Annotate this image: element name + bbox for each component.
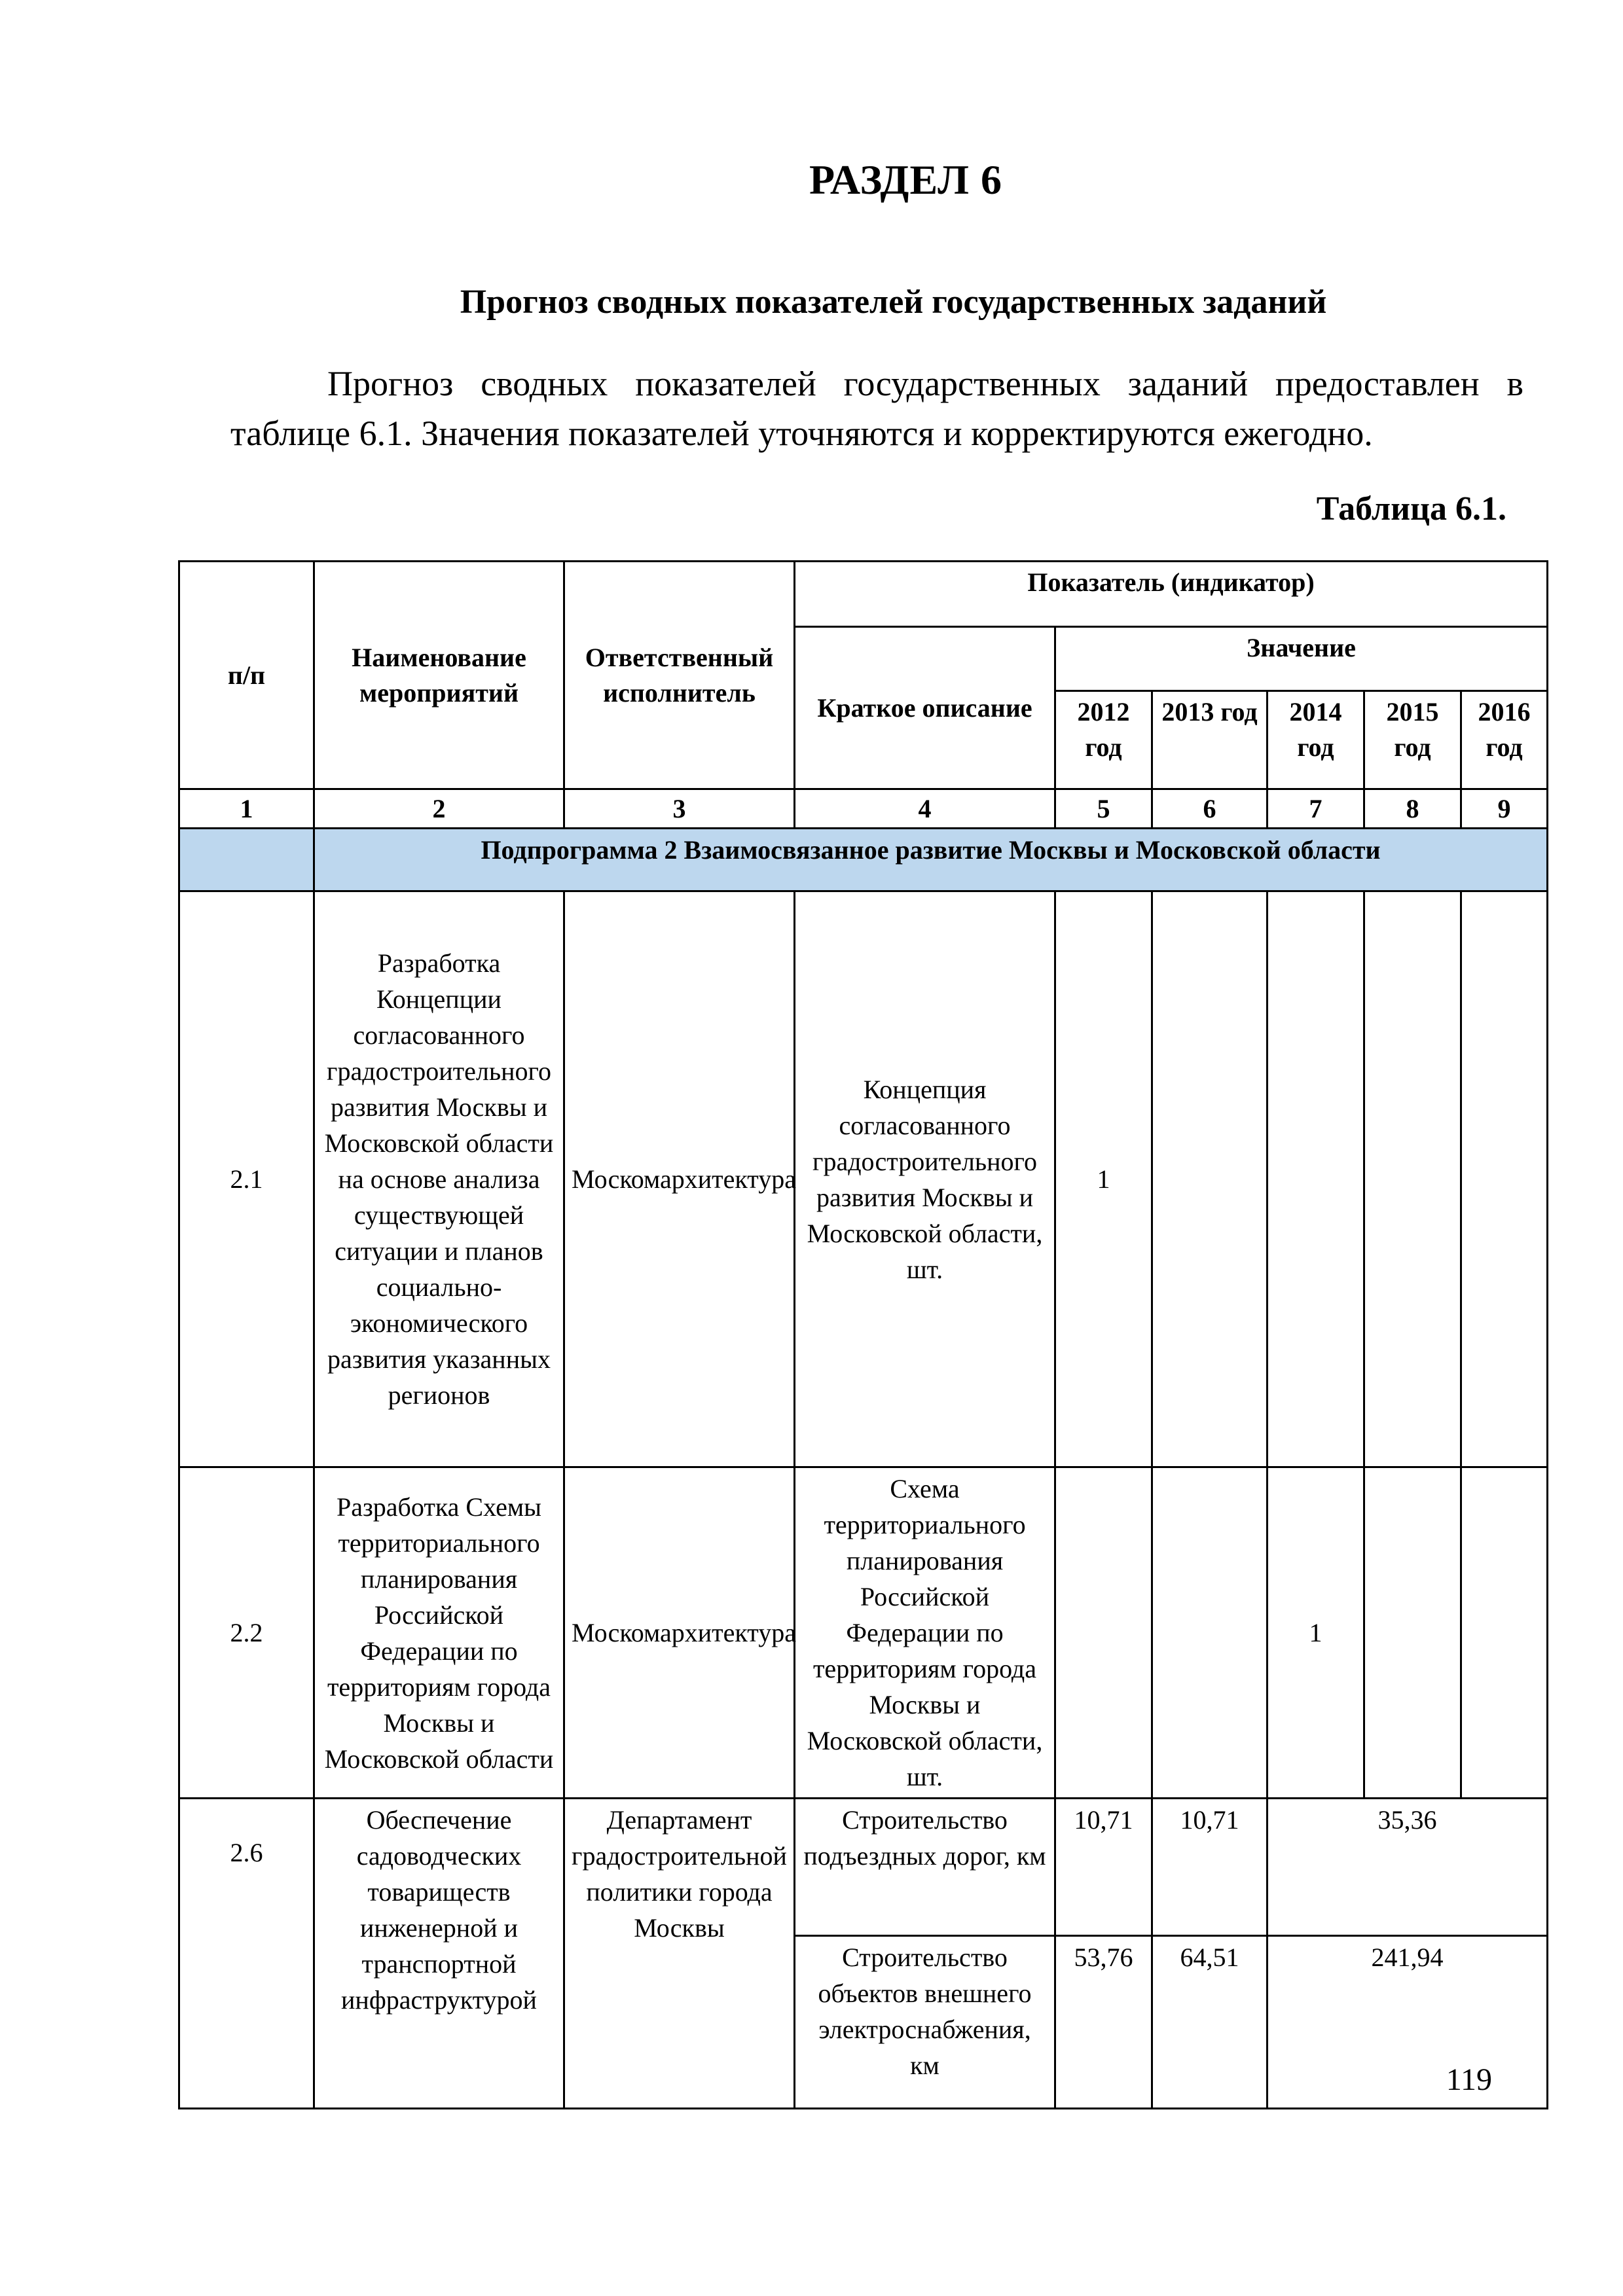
header-year-2016: 2016 год [1461, 691, 1548, 789]
row-value-2013 [1152, 1467, 1267, 1799]
row-value-2015 [1364, 891, 1461, 1467]
row-value-2013 [1152, 891, 1267, 1467]
row-value-2012: 1 [1055, 891, 1152, 1467]
row-value-2012: 53,76 [1055, 1936, 1152, 2109]
indicators-table [178, 560, 1548, 2109]
row-value-2014: 1 [1267, 1467, 1364, 1799]
row-value-2013: 64,51 [1152, 1936, 1267, 2109]
header-year-2013: 2013 год [1152, 691, 1267, 789]
subprogram-title: Подпрограмма 2 Взаимосвязанное развитие Москвы и Московской области [314, 829, 1548, 891]
row-description: Схема территориального планирования Российской Федерации по территориям города Москвы и Московской области, шт. [795, 1467, 1055, 1799]
row-value-2016 [1461, 891, 1548, 1467]
header-name: Наименование мероприятий [314, 562, 564, 789]
row-responsible: Москомархитектура [564, 891, 795, 1467]
row-responsible: Департамент градостроительной политики города Москвы [564, 1799, 795, 2109]
column-number: 4 [795, 789, 1055, 829]
subprogram-blank [179, 829, 314, 891]
row-responsible: Москомархитектура [564, 1467, 795, 1799]
row-value-2015 [1364, 1467, 1461, 1799]
column-number: 1 [179, 789, 314, 829]
table-row [179, 1467, 1548, 1799]
row-value-2014-2016: 241,94 [1267, 1936, 1548, 2109]
table-row [179, 1799, 1548, 1936]
row-value-2014-2016: 35,36 [1267, 1799, 1548, 1936]
row-name: Разработка Схемы территориального планирования Российской Федерации по территориям города Москвы и Московской области [314, 1467, 564, 1799]
row-value-2016 [1461, 1467, 1548, 1799]
column-number: 6 [1152, 789, 1267, 829]
row-name: Обеспечение садоводческих товариществ инженерной и транспортной инфраструктурой [314, 1799, 564, 2109]
row-description: Строительство подъездных дорог, км [795, 1799, 1055, 1936]
table-row [179, 891, 1548, 1467]
column-number: 3 [564, 789, 795, 829]
row-value-2012 [1055, 1467, 1152, 1799]
header-description: Краткое описание [795, 627, 1055, 789]
column-number: 2 [314, 789, 564, 829]
column-number: 9 [1461, 789, 1548, 829]
page-number: 119 [1446, 2062, 1492, 2097]
row-value-2013: 10,71 [1152, 1799, 1267, 1936]
row-value-2012: 10,71 [1055, 1799, 1152, 1936]
header-year-2012: 2012 год [1055, 691, 1152, 789]
row-value-2014 [1267, 891, 1364, 1467]
row-description: Строительство объектов внешнего электроснабжения, км [795, 1936, 1055, 2109]
section-subtitle: Прогноз сводных показателей государственных заданий [460, 283, 1327, 321]
table-caption: Таблица 6.1. [1316, 490, 1506, 528]
header-value: Значение [1055, 627, 1548, 691]
header-responsible: Ответственный исполнитель [564, 562, 795, 789]
section-title: РАЗДЕЛ 6 [809, 156, 1002, 203]
header-year-2015: 2015 год [1364, 691, 1461, 789]
header-year-2014: 2014 год [1267, 691, 1364, 789]
column-number: 7 [1267, 789, 1364, 829]
row-pp: 2.1 [179, 891, 314, 1467]
row-pp: 2.6 [179, 1799, 314, 2109]
header-pp: п/п [179, 562, 314, 789]
row-description: Концепция согласованного градостроительного развития Москвы и Московской области, шт. [795, 891, 1055, 1467]
intro-paragraph: Прогноз сводных показателей государственных заданий предоставлен в таблице 6.1. Значения показателей уточняются и корректируются ежегодно. [230, 364, 1523, 453]
column-number: 5 [1055, 789, 1152, 829]
row-pp: 2.2 [179, 1467, 314, 1799]
column-number: 8 [1364, 789, 1461, 829]
header-indicator: Показатель (индикатор) [795, 562, 1548, 627]
row-name: Разработка Концепции согласованного градостроительного развития Москвы и Московской области на основе анализа существующей ситуации и планов социально-экономического развития указанных регионов [314, 891, 564, 1467]
